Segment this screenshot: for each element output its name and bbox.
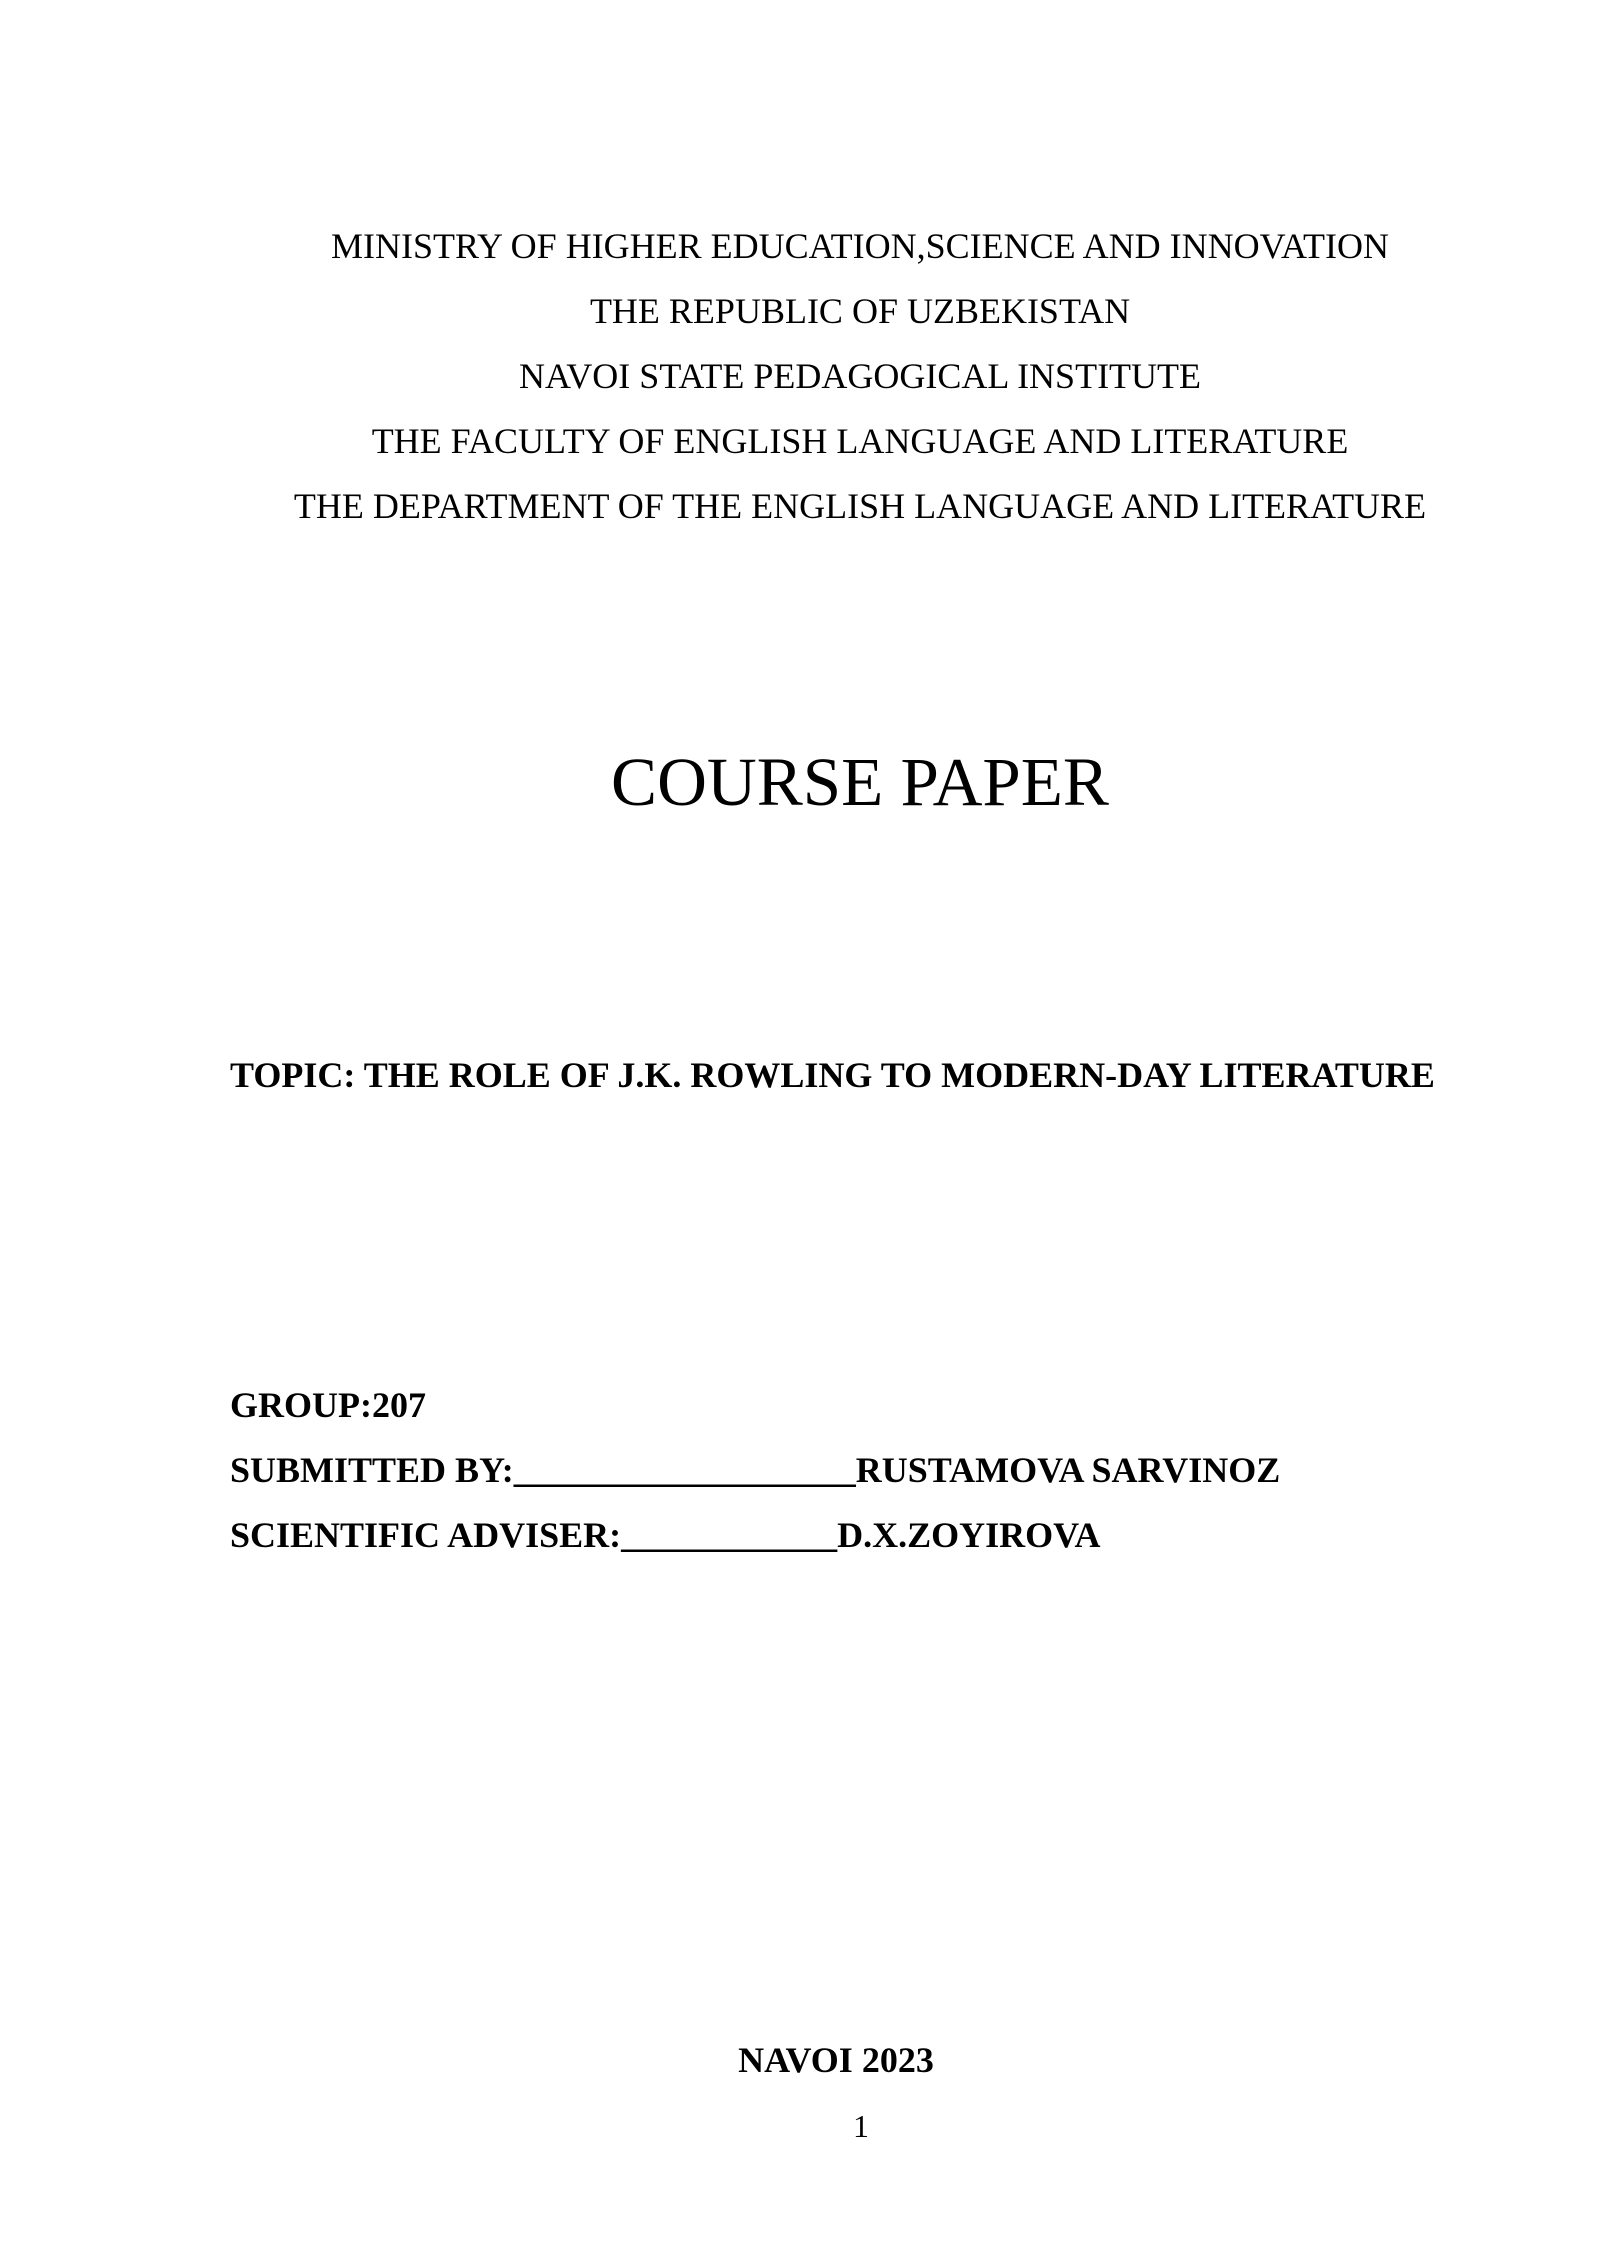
institute-line: NAVOI STATE PEDAGOGICAL INSTITUTE <box>518 356 1202 396</box>
ministry-line: MINISTRY OF HIGHER EDUCATION,SCIENCE AND INNOVATION <box>330 226 1389 266</box>
institution-header <box>0 214 1600 539</box>
faculty-line: THE FACULTY OF ENGLISH LANGUAGE AND LITERATURE <box>371 421 1349 461</box>
topic-line: TOPIC: THE ROLE OF J.K. ROWLING TO MODERN-DAY LITERATURE <box>230 1055 1435 1095</box>
city-year: NAVOI 2023 <box>738 2040 934 2080</box>
department-line: THE DEPARTMENT OF THE ENGLISH LANGUAGE AND LITERATURE <box>293 486 1427 526</box>
submitted-by-line: SUBMITTED BY:___________________RUSTAMOVA SARVINOZ <box>230 1450 1281 1490</box>
author-details <box>230 1373 1530 1568</box>
group-line: GROUP:207 <box>230 1385 426 1425</box>
document-title: COURSE PAPER <box>611 744 1109 820</box>
scientific-adviser-line: SCIENTIFIC ADVISER:____________D.X.ZOYIROVA <box>230 1515 1101 1555</box>
republic-line: THE REPUBLIC OF UZBEKISTAN <box>589 291 1131 331</box>
page-number: 1 <box>853 2108 869 2144</box>
